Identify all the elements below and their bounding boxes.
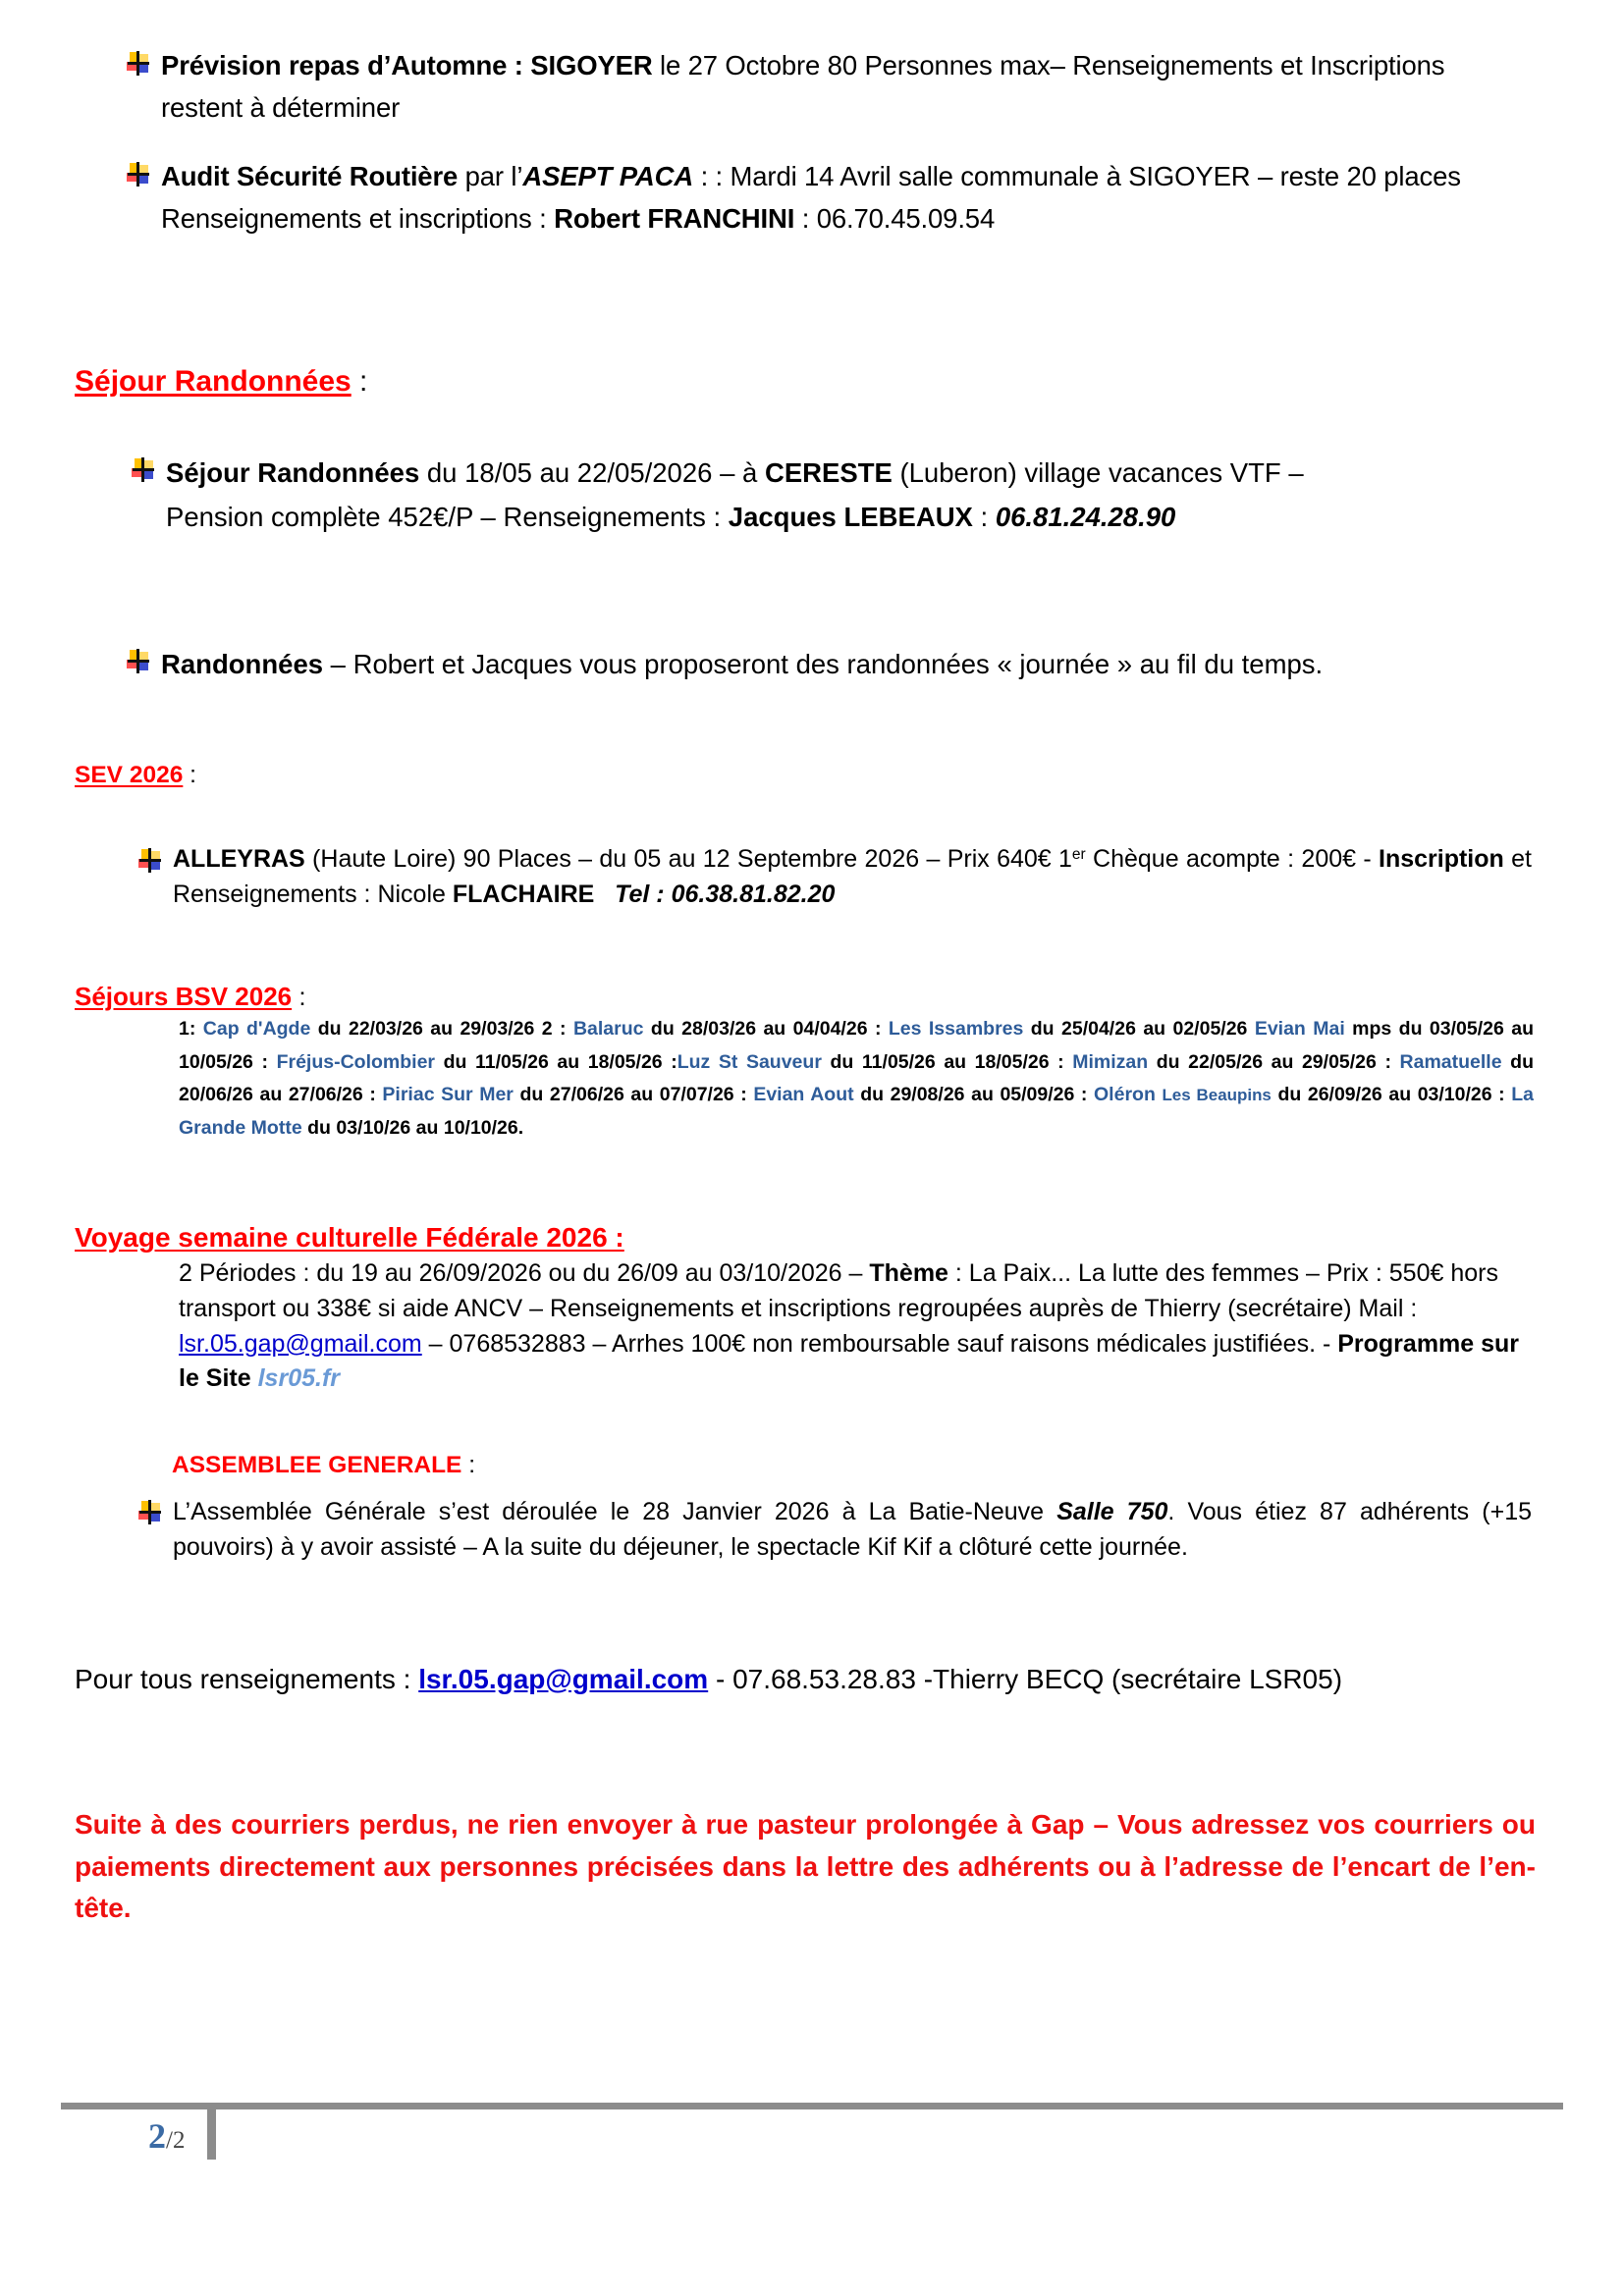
sejour-place: CERESTE (764, 457, 893, 488)
alleyras-body: (Haute Loire) 90 Places – du 05 au 12 Septembre 2026 – Prix 640€ 1 (304, 845, 1072, 873)
contact-paragraph (75, 1659, 1528, 1700)
heading-ag-colon: : (461, 1452, 476, 1478)
bsv-dates: du 20/06/26 au 27/06/26 : (179, 1050, 1534, 1106)
bsv-dates: du 11/05/26 au 18/05/26 : (821, 1050, 1073, 1073)
list-item (137, 1494, 1532, 1565)
audit-contact: Robert FRANCHINI (554, 202, 795, 234)
audit-rest: : : Mardi 14 Avril salle communale à SIGOYER – reste 20 places Renseignements et inscriptions : (161, 161, 1461, 234)
cross-bullet-icon (131, 457, 156, 483)
randonnees-item (126, 643, 1530, 687)
audit-mid: par l’ (458, 161, 523, 192)
voyage-body2: : La Paix... La lutte des femmes – Prix : 550€ hors transport ou 338€ si aide ANCV – Renseignements et inscriptions regroupées auprès de Thierry (secrétaire) Mail : (179, 1259, 1498, 1322)
sejour-randonnees-item (131, 452, 1407, 539)
alleyras-tel: Tel : 06.38.81.82.20 (615, 880, 836, 908)
audit-securite-text (161, 156, 1530, 240)
heading-sev-colon: : (183, 762, 196, 788)
bsv-dates: du 11/05/26 au 18/05/26 : (435, 1050, 677, 1073)
sejour-body: du 18/05 au 22/05/2026 – à (419, 457, 765, 488)
bsv-place: Les Issambres (888, 1018, 1024, 1040)
randonnees-body: – Robert et Jacques vous proposeront des randonnées « journée » au fil du temps. (323, 649, 1324, 679)
bsv-dates: du 03/10/26 au 10/10/26. (301, 1116, 524, 1139)
heading-sejour-randonnees (75, 365, 367, 399)
warning-text: Suite à des courriers perdus, ne rien envoyer à rue pasteur prolongée à Gap – Vous adressez vos courriers ou paiements directement aux personnes précisées dans la lettre des adhérents ou à l’adresse de l’encart de l’en-tête (75, 1809, 1536, 1924)
voyage-site-link[interactable]: lsr05.fr (257, 1364, 340, 1393)
list-item (126, 45, 1530, 129)
heading-sev-2026 (75, 762, 196, 789)
repas-automne-rest: le 27 Octobre 80 Personnes max– Renseignements et Inscriptions restent à déterminer (161, 50, 1445, 123)
cross-bullet-icon (126, 162, 151, 187)
warning-paragraph (75, 1804, 1536, 1930)
audit-lead: Audit Sécurité Routière (161, 161, 459, 192)
sejour-phone: 06.81.24.28.90 (995, 501, 1176, 532)
voyage-body1: 2 Périodes : du 19 au 26/09/2026 ou du 26/09 au 03/10/2026 – (179, 1259, 870, 1287)
bsv-place: Evian Aout (753, 1084, 854, 1106)
list-item (131, 452, 1407, 539)
heading-sejour-randonnees-colon: : (351, 365, 368, 398)
list-item (137, 842, 1532, 912)
bsv-dates: du 22/05/26 au 29/05/26 : (1148, 1050, 1400, 1073)
bsv-place: Piriac Sur Mer (382, 1084, 514, 1106)
bsv-place: Evian Mai (1254, 1018, 1345, 1040)
bsv-entry-list (179, 1018, 1534, 1139)
alleyras-item (137, 842, 1532, 912)
heading-ag-label: ASSEMBLEE GENERALE (172, 1452, 462, 1478)
bsv-dates: du 22/03/26 au 29/03/26 2 : (310, 1018, 573, 1040)
list-item (126, 643, 1530, 687)
sejour-lead: Séjour Randonnées (166, 457, 420, 488)
repas-automne-lead: Prévision repas d’Automne : SIGOYER (161, 50, 653, 80)
bsv-place: Oléron (1094, 1084, 1156, 1106)
assemblee-generale-item (137, 1494, 1532, 1565)
bsv-dates: du 28/03/26 au 04/04/26 : (643, 1018, 889, 1040)
bsv-prefix: 1: (179, 1018, 203, 1040)
voyage-theme-label: Thème (869, 1259, 948, 1287)
ag-body2: . Vous étiez 87 adhérents (+15 pouvoirs) à y avoir assisté – A la suite du déjeuner, le spectacle Kif Kif a clôturé cette journée. (173, 1498, 1532, 1561)
bsv-place: La Grande Motte (179, 1084, 1535, 1139)
bsv-dates: du 29/08/26 au 05/09/26 : (853, 1084, 1095, 1106)
bsv-place: Cap d'Agde (202, 1018, 311, 1040)
heading-voyage-label: Voyage semaine culturelle Fédérale 2026 : (75, 1222, 624, 1253)
repas-automne-text (161, 45, 1530, 129)
audit-org: ASEPT PACA (522, 161, 694, 192)
alleyras-sup: er (1071, 845, 1086, 863)
heading-sev-label: SEV 2026 (75, 762, 184, 788)
voyage-culturelle-paragraph (179, 1256, 1534, 1397)
heading-voyage-culturelle (75, 1222, 624, 1254)
alleyras-contact: FLACHAIRE (452, 880, 595, 908)
alleyras-body2: Chèque acompte : 200€ - (1085, 845, 1380, 873)
footer-tick-mark (207, 2103, 216, 2160)
bsv-place: Fréjus-Colombier (276, 1050, 435, 1073)
alleyras-body3: et Renseignements : Nicole (173, 845, 1532, 908)
footer-divider (61, 2103, 1563, 2109)
randonnees-lead: Randonnées (161, 649, 324, 679)
contact-suffix: - 07.68.53.28.83 -Thierry BECQ (secrétaire LSR05) (708, 1664, 1343, 1694)
cross-bullet-icon (137, 1500, 163, 1525)
heading-sejours-bsv-2026 (75, 982, 306, 1012)
cross-bullet-icon (137, 848, 163, 874)
ag-body1: L’Assemblée Générale s’est déroulée le 28 Janvier 2026 à La Batie-Neuve (173, 1498, 1057, 1525)
warning-period: . (123, 1893, 132, 1924)
bsv-dates: du 25/04/26 au 02/05/26 (1023, 1018, 1255, 1040)
heading-bsv-label: Séjours BSV 2026 (75, 982, 293, 1011)
bsv-place-sub: Les Beaupins (1162, 1086, 1272, 1105)
heading-bsv-colon: : (292, 982, 306, 1011)
contact-email-link[interactable]: lsr.05.gap@gmail.com (418, 1664, 709, 1694)
voyage-programme-label: Programme sur le Site (179, 1329, 1520, 1393)
bsv-dates: du 26/09/26 au 03/10/26 : (1271, 1084, 1512, 1106)
bsv-dates: du 27/06/26 au 07/07/26 : (513, 1084, 754, 1106)
sejour-body2: (Luberon) village vacances VTF – Pension complète 452€/P – Renseignements : (166, 457, 1304, 532)
bsv-place: Ramatuelle (1399, 1050, 1502, 1073)
sejour-sep: : (972, 501, 996, 532)
sejour-contact: Jacques LEBEAUX (728, 501, 973, 532)
audit-phone: : 06.70.45.09.54 (794, 202, 996, 234)
bsv-place: Luz St Sauveur (677, 1050, 822, 1073)
heading-assemblee-generale (172, 1452, 475, 1479)
bsv-entries-paragraph (179, 1013, 1534, 1145)
alleyras-place: ALLEYRAS (173, 845, 305, 873)
heading-sejour-randonnees-label: Séjour Randonnées (75, 365, 352, 398)
voyage-email-link[interactable]: lsr.05.gap@gmail.com (179, 1329, 422, 1358)
page-number (148, 2115, 185, 2157)
alleyras-inscription: Inscription (1379, 845, 1504, 873)
list-item (126, 156, 1530, 240)
cross-bullet-icon (126, 51, 151, 77)
bsv-dates: mps du 03/05/26 au 10/05/26 : (179, 1018, 1534, 1073)
contact-prefix: Pour tous renseignements : (75, 1664, 419, 1694)
top-announcements-list (126, 45, 1530, 268)
bsv-place: Mimizan (1072, 1050, 1149, 1073)
page-number-current: 2 (148, 2116, 166, 2156)
cross-bullet-icon (126, 649, 151, 674)
page-number-total: /2 (166, 2127, 186, 2154)
voyage-body3: – 0768532883 – Arrhes 100€ non remboursable sauf raisons médicales justifiées. - (421, 1329, 1338, 1358)
bsv-place: Balaruc (572, 1018, 644, 1040)
ag-salle: Salle 750 (1056, 1498, 1168, 1525)
